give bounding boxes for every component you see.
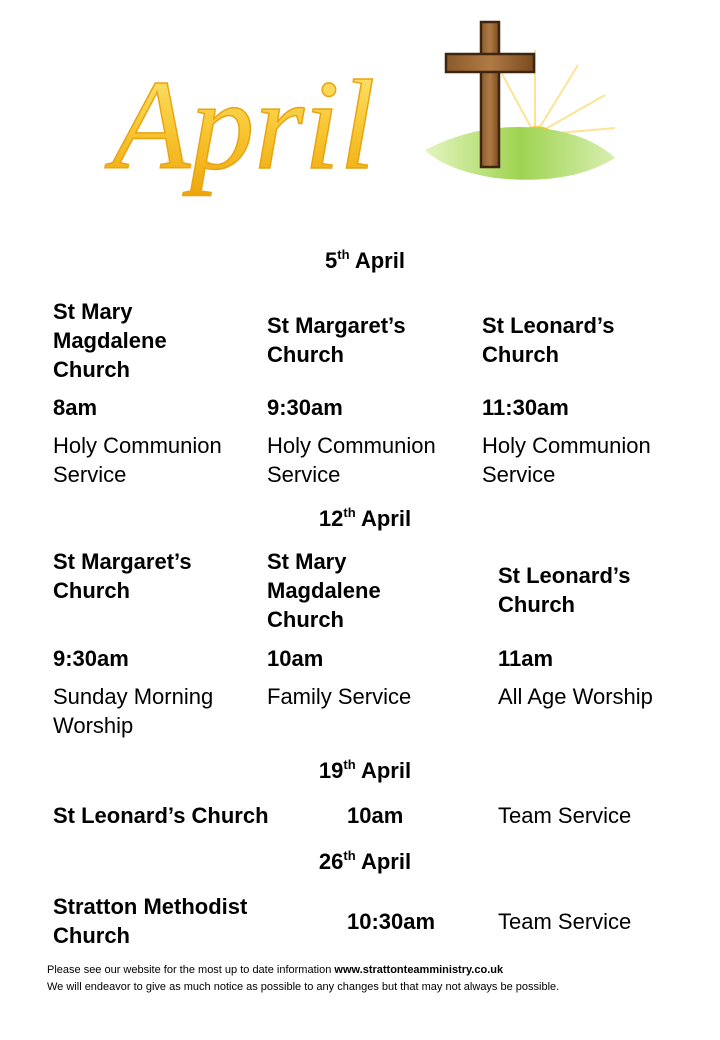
footer-text: Please see our website for the most up to date information [47,964,335,976]
service-time: 10:30am [347,909,436,934]
hill-icon [425,127,615,180]
church-name: St Mary Magdalene Church [267,549,381,632]
footer-line-2: We will endeavor to give as much notice as possible to any changes but that may not always be possible. [47,981,560,993]
church-name: St Leonard’s Church [482,313,615,367]
service-time: 9:30am [267,395,343,420]
date-number: 12 [318,506,344,531]
date-number: 26 [318,849,344,874]
logo-text: April [112,54,376,196]
date-suffix: th [343,756,356,772]
date-month: April [360,758,412,783]
date-suffix: th [337,246,350,262]
date-month: April [354,248,405,273]
service-time: 10am [347,803,404,828]
service-type: Holy Communion Service [53,433,222,487]
service-type: All Age Worship [498,684,653,709]
church-name: Stratton Methodist Church [53,894,248,948]
service-time: 11:30am [482,395,569,420]
church-name: St Leonard’s Church [53,803,269,828]
date-number: 5 [325,248,338,273]
church-name: St Mary Magdalene Church [53,299,167,382]
date-heading-week-2 [215,504,515,533]
date-month: April [360,849,412,874]
service-type: Holy Communion Service [482,433,651,487]
date-heading-week-4 [215,847,515,876]
date-suffix: th [343,847,356,863]
service-time: 9:30am [53,646,129,671]
service-type: Family Service [267,684,412,709]
service-time: 10am [267,646,324,671]
date-heading-week-3 [215,756,515,785]
service-type: Sunday Morning Worship [53,684,214,738]
date-number: 19 [318,758,344,783]
footer-line-1 [47,962,687,979]
service-time: 8am [53,395,98,420]
service-type: Holy Communion Service [267,433,436,487]
date-suffix: th [343,504,356,520]
date-heading-week-1 [215,246,515,275]
church-name: St Margaret’s Church [267,313,406,367]
service-time: 11am [498,646,554,671]
service-type: Team Service [498,803,632,828]
church-name: St Leonard’s Church [498,563,631,617]
april-logo [100,10,620,220]
website-link[interactable]: www.strattonteamministry.co.uk [334,964,504,976]
church-name: St Margaret’s Church [53,549,192,603]
date-month: April [360,506,412,531]
service-type: Team Service [498,909,632,934]
